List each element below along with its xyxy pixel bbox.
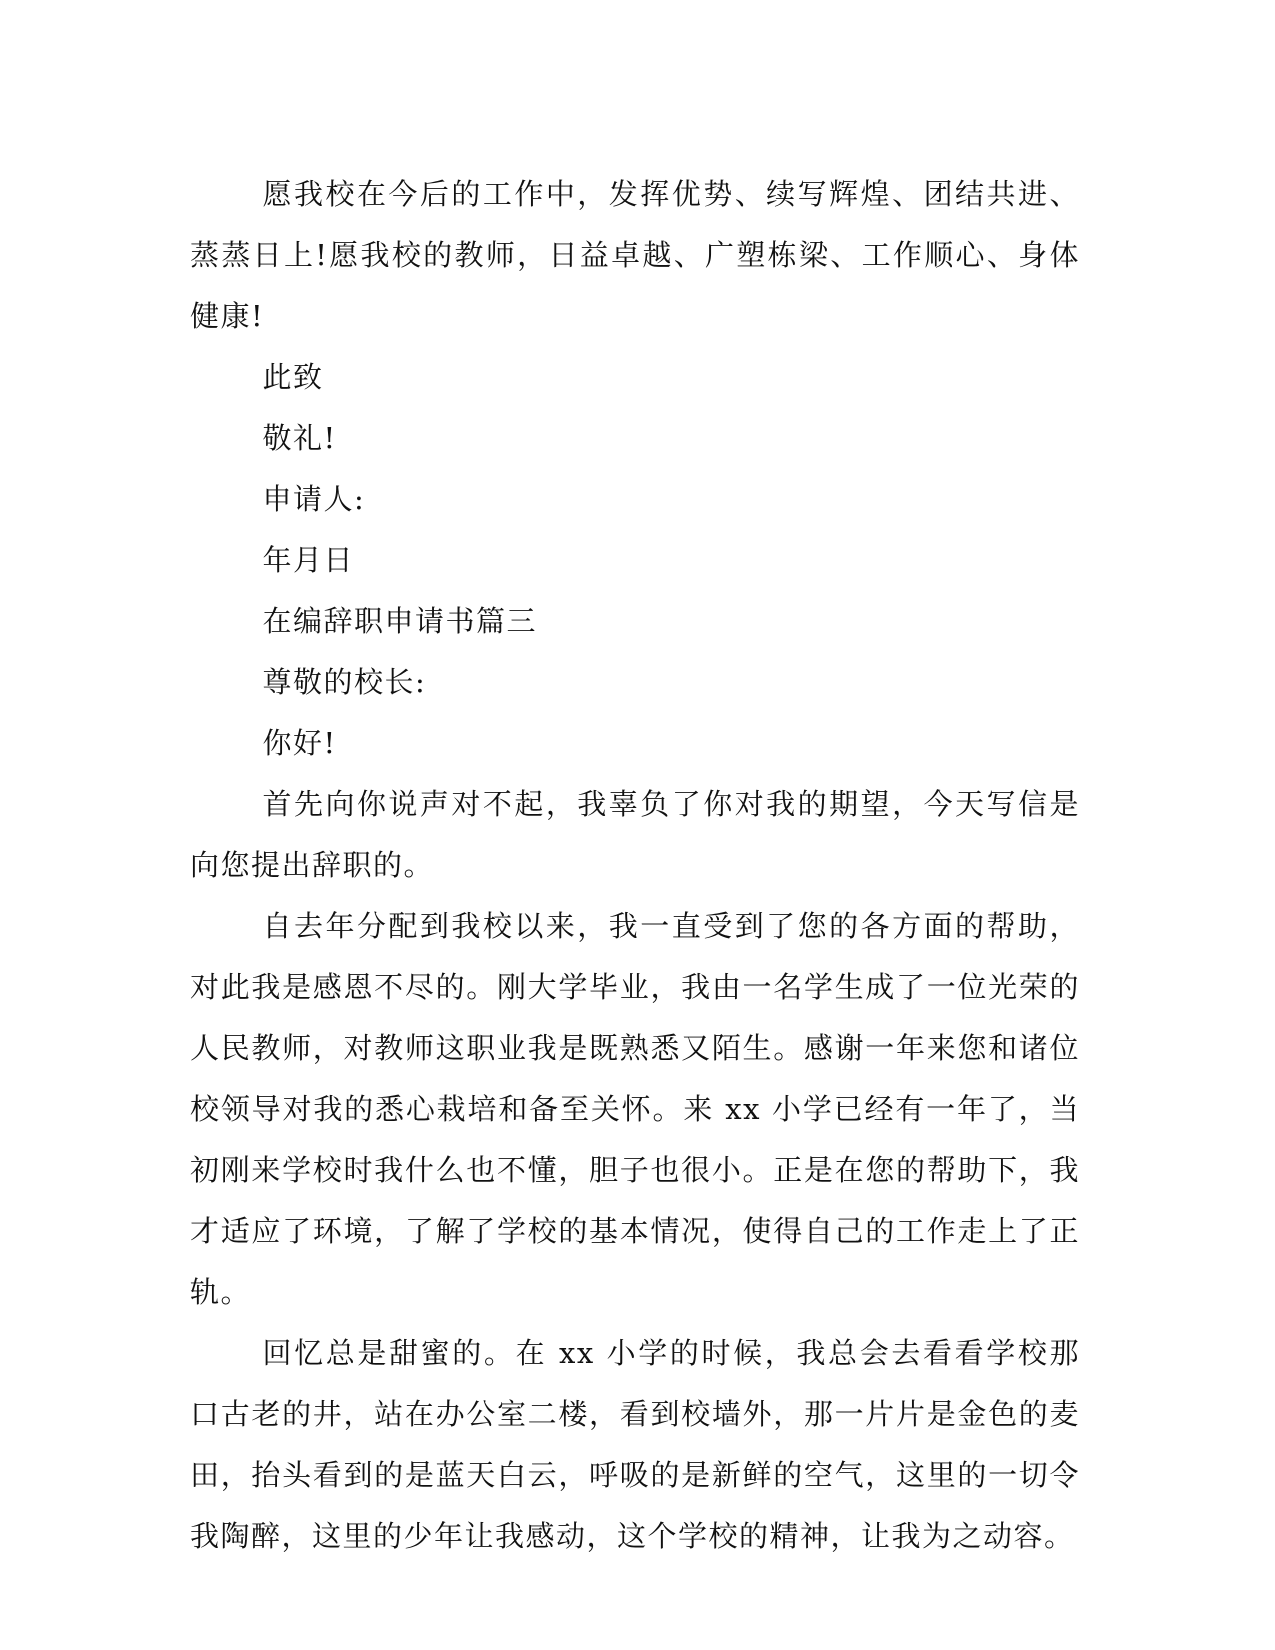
closing-salutation: 此致: [262, 360, 324, 394]
greeting-hello: 你好!: [262, 726, 337, 760]
paragraph-wishes: 愿我校在今后的工作中，发挥优势、续写辉煌、团结共进、蒸蒸日上!愿我校的教师，日益卓越、广塑栋梁、工作顺心、身体健康!: [190, 177, 1080, 333]
paragraph-memories: 回忆总是甜蜜的。在 xx 小学的时候，我总会去看看学校那口古老的井，站在办公室二楼，看到校墙外，那一片片是金色的麦田，抬头看到的是蓝天白云，呼吸的是新鲜的空气，这里的一切令我陶醉，这里的少年让我感动，这个学校的精神，让我为之动容。: [190, 1336, 1080, 1553]
closing-regards: 敬礼!: [262, 421, 337, 455]
date-label: 年月日: [262, 543, 355, 577]
section-title: 在编辞职申请书篇三: [262, 604, 538, 638]
paragraph-gratitude: 自去年分配到我校以来，我一直受到了您的各方面的帮助，对此我是感恩不尽的。刚大学毕业，我由一名学生成了一位光荣的人民教师，对教师这职业我是既熟悉又陌生。感谢一年来您和诸位校领导对我的悉心栽培和备至关怀。来 xx 小学已经有一年了，当初刚来学校时我什么也不懂，胆子也很小。正是在您的帮助下，我才适应了环境，了解了学校的基本情况，使得自己的工作走上了正轨。: [190, 909, 1080, 1309]
greeting-recipient: 尊敬的校长:: [262, 665, 427, 699]
applicant-label: 申请人:: [262, 482, 366, 516]
document-body: [190, 164, 1080, 1567]
paragraph-apology: 首先向你说声对不起，我辜负了你对我的期望，今天写信是向您提出辞职的。: [190, 787, 1080, 882]
